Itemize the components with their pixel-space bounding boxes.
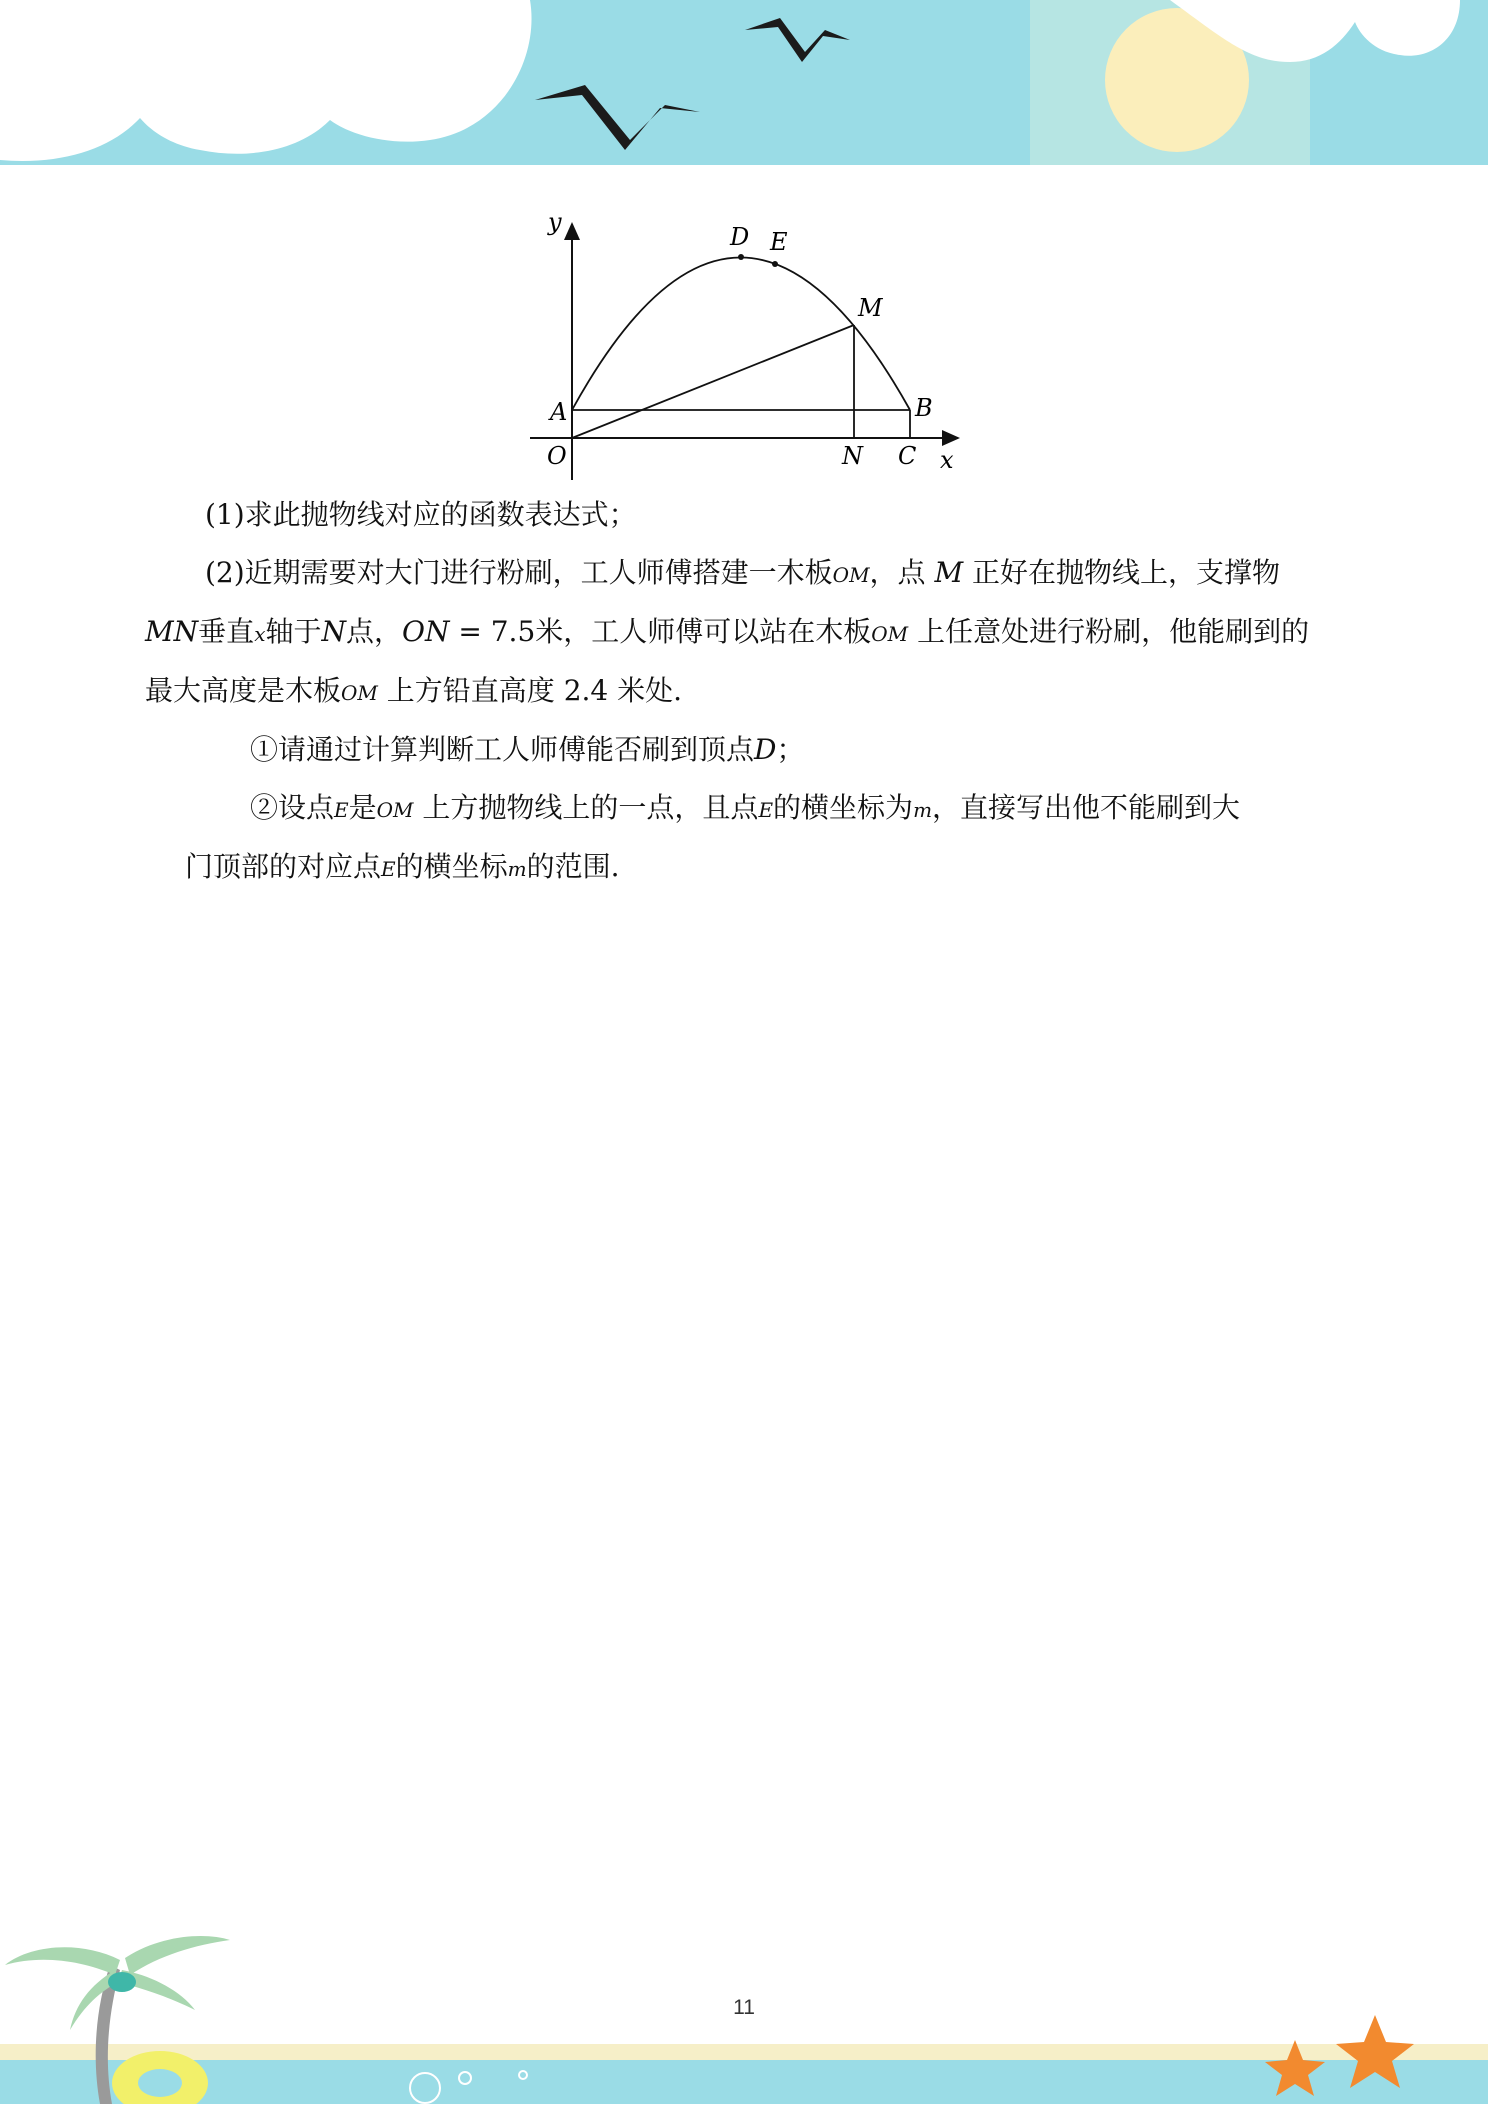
sub-question-1: ①请通过计算判断工人师傅能否刷到顶点D； [250,733,805,766]
math-equals: = 7.5 [449,615,536,648]
label-A: A [550,398,568,426]
coconut-icon [108,1972,136,1992]
question-2-line-1: (2)近期需要对大门进行粉刷，工人师傅搭建一木板OM，点 M 正好在抛物线上，支撑物 [205,556,1281,589]
label-C: C [898,442,917,470]
question-2-line-2: MN垂直x轴于N点，ON = 7.5米，工人师傅可以站在木板OM 上任意处进行粉刷，他能刷到的 [145,615,1310,648]
math-OM: OM [832,563,870,587]
math-OM: OM [376,798,414,822]
header-banner [0,0,1488,170]
math-E: E [381,857,396,881]
math-m: m [507,857,527,881]
math-ON: ON [402,615,450,648]
label-x: x [940,446,954,474]
label-N: N [842,442,863,470]
label-B: B [915,394,933,422]
label-O: O [547,442,567,470]
math-OM: OM [341,681,378,705]
question-2-line-3: 最大高度是木板OM 上方铅直高度 2.4 米处. [145,674,683,707]
label-y: y [548,210,562,236]
math-E: E [334,798,349,822]
palm-leaf-icon [5,1947,120,1975]
palm-leaf-icon [125,1936,230,1975]
label-E: E [770,228,788,256]
math-E: E [758,798,774,822]
math-m: m [913,798,933,822]
math-OM: OM [871,622,909,646]
question-1-text: (1)求此抛物线对应的函数表达式； [205,498,637,531]
sub-question-2-line-2: 门顶部的对应点E的横坐标m的范围. [185,850,620,883]
math-N: N [321,615,346,648]
math-MN: MN [145,615,199,648]
question-1 [205,486,637,544]
math-M: M [934,556,964,589]
point-D [738,254,744,260]
math-D: D [754,733,777,766]
page-number: 11 [733,1996,755,2019]
label-M: M [858,294,883,322]
math-x: x [254,622,266,646]
point-E [772,261,778,267]
sub-question-2-line-1: ②设点E是OM 上方抛物线上的一点，且点E的横坐标为m，直接写出他不能刷到大 [250,791,1241,824]
parabola-curve [572,258,910,411]
parabola-figure [520,210,970,485]
label-D: D [730,223,750,251]
